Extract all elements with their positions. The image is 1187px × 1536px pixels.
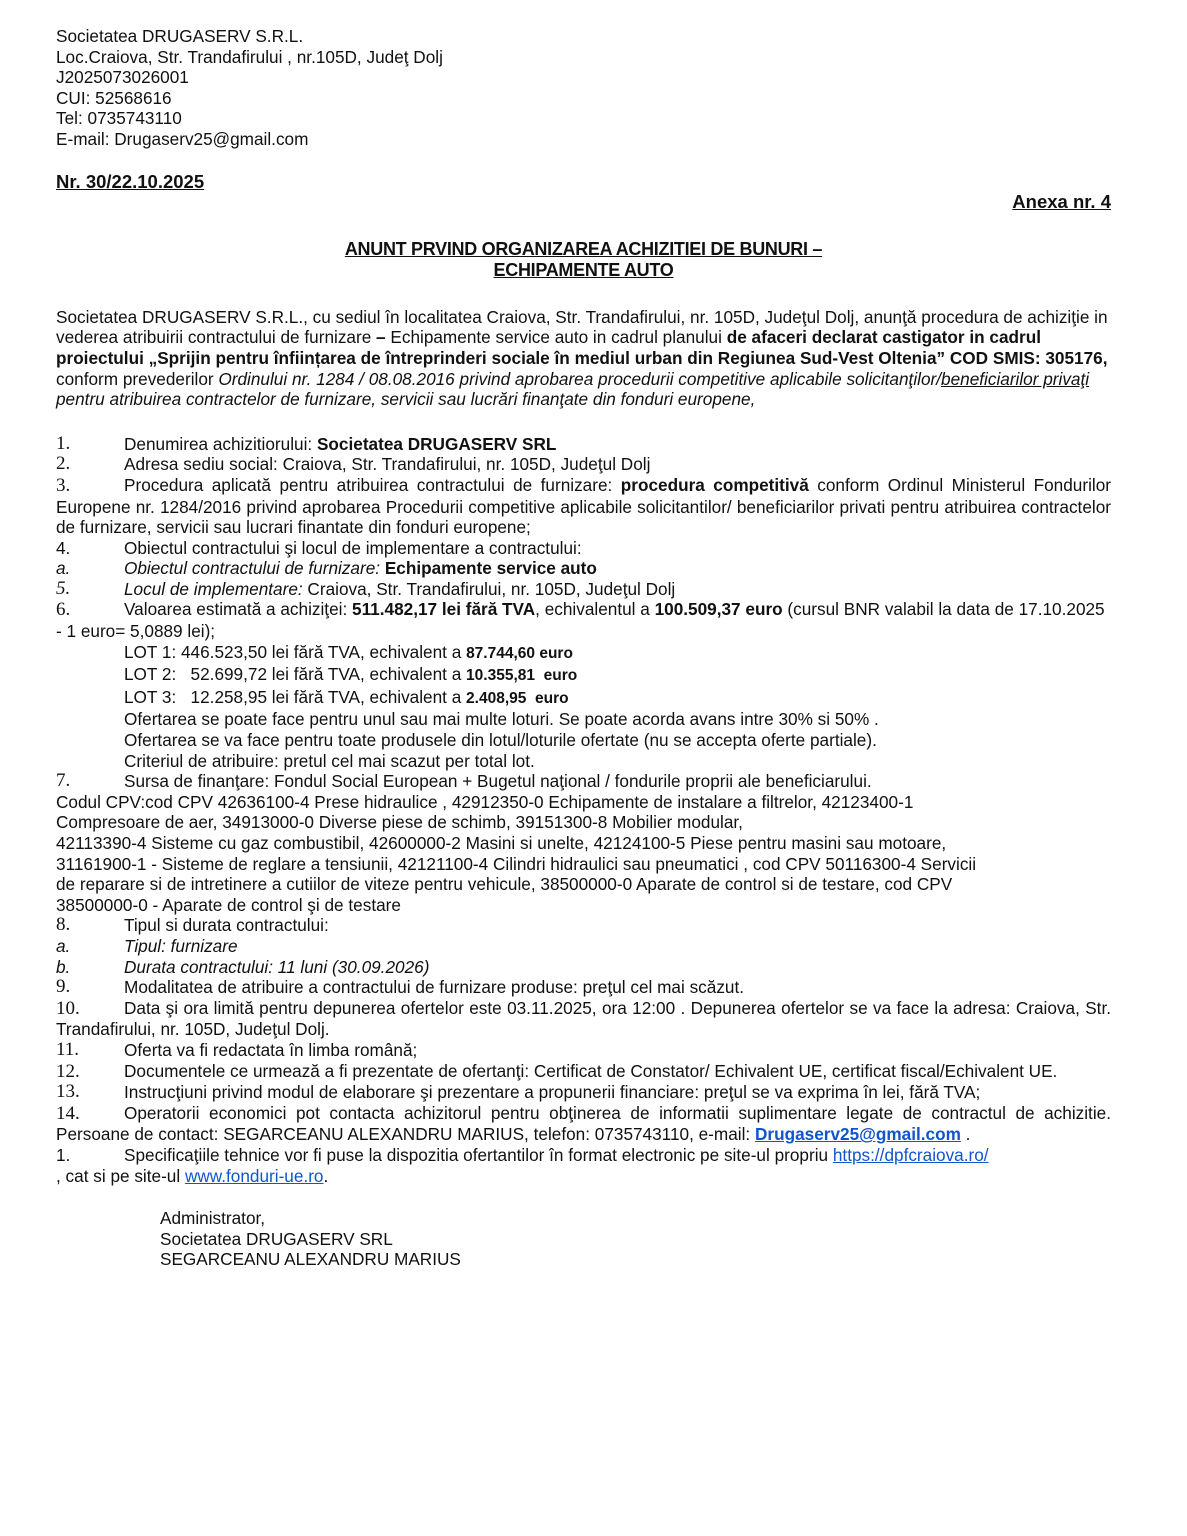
item-text [124, 434, 1111, 455]
item-number: a. [56, 935, 71, 956]
contact-email-link[interactable]: Drugaserv25@gmail.com [754, 1124, 961, 1145]
lot-3 [56, 687, 1111, 710]
item-text [124, 558, 1111, 579]
item-number: 8. [56, 914, 71, 936]
list-item-4 [56, 538, 1111, 559]
item-text: Adresa sediu social: Craiova, Str. Trandafirului, nr. 105D, Judeţul Dolj [124, 454, 651, 475]
list-item-12 [56, 1061, 1111, 1083]
procedure-type: procedura competitivă [620, 474, 809, 495]
item-number: 1. [56, 1144, 71, 1165]
item-number: 5. [56, 577, 71, 599]
item-number: 4. [56, 537, 71, 558]
item-label: Denumirea achizitiorului: [124, 433, 317, 454]
item-number: 3. [56, 474, 71, 496]
signature-block [160, 1208, 1111, 1270]
specs-item [56, 1145, 1111, 1186]
order-reference-underlined: beneficiarilor privaţi [941, 368, 1090, 389]
estimated-value-lei: 511.482,17 lei fără TVA [352, 599, 536, 620]
item-number: 10. [56, 997, 80, 1019]
item-number: 12. [56, 1060, 80, 1082]
cpv-line: 42113390-4 Sisteme cu gaz combustibil, 42600000-2 Masini si unelte, 42124100-5 Piese pentru masini sau motoare, [56, 833, 947, 853]
cpv-line: 38500000-0 - Aparate de control şi de testare [56, 894, 401, 915]
document-title [56, 239, 1111, 281]
lot-eur: 10.355,81 euro [466, 667, 578, 685]
contract-duration: Durata contractului: 11 luni (30.09.2026) [124, 956, 430, 977]
list-item-8 [56, 915, 1111, 936]
contract-object: Echipamente service auto [380, 558, 597, 579]
list-item-8a [56, 936, 1111, 957]
list-item-1 [56, 434, 1111, 455]
intro-paragraph [56, 307, 1111, 410]
list-item-7 [56, 771, 1111, 792]
list-item-13 [56, 1082, 1111, 1103]
signature-company: Societatea DRUGASERV SRL [160, 1228, 393, 1249]
fonduri-ue-link[interactable]: www.fonduri-ue.ro [184, 1165, 324, 1186]
list-item-10 [56, 998, 1111, 1040]
intro-dash: – [376, 327, 386, 348]
cpv-line: Compresoare de aer, 34913000-0 Diverse piese de schimb, 39151300-8 Mobilier modular, [56, 812, 743, 833]
item-label: Valoarea estimată a achiziţei: [124, 599, 353, 620]
item-number: 7. [56, 770, 71, 792]
cpv-line: de reparare si de intretinere a cutiilor de viteze pentru vehicule, 38500000-0 Aparate de control si de testare, cod CPV [56, 874, 953, 895]
list-item-5 [56, 579, 1111, 600]
list-item-9 [56, 977, 1111, 998]
list-item-6 [56, 599, 1111, 641]
order-reference-2: pentru atribuirea contractelor de furnizare, servicii sau lucrări finanţate din fonduri europene, [56, 389, 756, 410]
company-name: Societatea DRUGASERV S.R.L. [56, 26, 304, 46]
annex-label: Anexa nr. 4 [1012, 191, 1111, 213]
title-line-2: ECHIPAMENTE AUTO [493, 259, 674, 280]
contact-info: Operatorii economici pot contacta achizitorul pentru obţinerea de informatii suplimentare legate de contractul de achizitie. Persoane de contact: SEGARCEANU ALEXANDRU MARIUS, telefon: 0735743110, e-mail: [56, 1102, 1111, 1145]
announcement-list [56, 434, 1111, 1186]
cpv-line: Codul CPV:cod CPV 42636100-4 Prese hidraulice , 42912350-0 Echipamente de instalare a filtrelor, 42123400-1 [56, 791, 914, 812]
company-address: Loc.Craiova, Str. Trandafirului , nr.105D, Judeţ Dolj [56, 46, 443, 67]
company-phone: Tel: 0735743110 [56, 108, 182, 129]
lot-text: LOT 2: 52.699,72 lei fără TVA, echivalent a [124, 664, 467, 685]
item-label: Procedura aplicată pentru atribuirea contractului de furnizare: [124, 474, 621, 495]
item-text [124, 579, 1111, 600]
specs-end: . [323, 1165, 329, 1186]
order-reference: Ordinului nr. 1284 / 08.08.2016 privind aprobarea procedurii competitive aplicabile solicitanţilor/ [218, 368, 942, 389]
list-item-2 [56, 454, 1111, 475]
item-label: Locul de implementare: [124, 578, 303, 599]
item-text: Tipul si durata contractului: [124, 915, 329, 936]
item-text: Obiectul contractului şi locul de implementare a contractului: [124, 537, 582, 558]
item-number: 13. [56, 1081, 80, 1103]
document-page [56, 26, 1111, 1270]
dpfcraiova-link[interactable]: https://dpfcraiova.ro/ [832, 1144, 989, 1165]
item-number: 6. [56, 599, 71, 621]
item-text: conform Ordinul Ministerul Fondurilor Europene nr. 1284/2016 privind aprobarea Procedurii competitive aplicabile solicitantilor/ beneficiarilor privati pentru atribuirea contractelor de furnizare, servicii sau lucrari finantate din fonduri europene; [56, 474, 1112, 538]
award-criterion: Criteriul de atribuire: pretul cel mai scazut per total lot. [124, 750, 535, 771]
offer-note-1: Ofertarea se poate face pentru unul sau mai multe loturi. Se poate acorda avans intre 30% si 50% . [124, 709, 879, 730]
lot-eur: 2.408,95 euro [466, 689, 569, 707]
item-label: Obiectul contractului de furnizare: [124, 558, 381, 579]
signature-name: SEGARCEANU ALEXANDRU MARIUS [160, 1249, 461, 1270]
specs-text-2: , cat si pe site-ul [56, 1165, 185, 1186]
item-number: 1. [56, 432, 71, 454]
specs-text: Specificaţiile tehnice vor fi puse la dispozitia ofertantilor în format electronic pe site-ul propriu [124, 1144, 833, 1165]
list-item-11 [56, 1040, 1111, 1061]
intro-text: Societatea DRUGASERV S.R.L., cu sediul în localitatea Craiova, Str. Trandafirului, nr. 105D, Judeţul Dolj, anunţă procedura de achiziţie in vederea atribuirii contractului de furnizare [56, 306, 1108, 348]
implementation-place: Craiova, Str. Trandafirului, nr. 105D, Judeţul Dolj [302, 578, 676, 599]
required-documents: Documentele ce urmează a fi prezentate de ofertanţi: Certificat de Constator/ Echivalent UE, certificat fiscal/Echivalent UE. [124, 1060, 1058, 1081]
company-registration: J2025073026001 [56, 67, 189, 88]
item-number: b. [56, 956, 71, 977]
submission-deadline: Data şi ora limită pentru depunerea ofertelor este 03.11.2025, ora 12:00 . Depunerea ofertelor se va face la adresa: Craiova, Str. Trandafirului, nr. 105D, Judeţul Dolj. [56, 997, 1111, 1040]
project-name: de afaceri declarat castigator in cadrul proiectului „Sprijin pentru înființarea de întreprinderi sociale în mediul urban din Regiunea Sud-Vest Oltenia” COD SMIS: 305176, [56, 327, 1108, 368]
item-text: , echivalentul a [535, 599, 655, 620]
item-number: 11. [56, 1038, 80, 1060]
list-item-14 [56, 1103, 1111, 1145]
signature-role: Administrator, [160, 1208, 266, 1229]
item-number: a. [56, 558, 71, 579]
list-item-3 [56, 475, 1111, 538]
item-number: 2. [56, 453, 71, 475]
cpv-codes [56, 792, 1111, 916]
lot-1 [56, 642, 1111, 665]
item-text: Sursa de finanţare: Fondul Social European + Bugetul naţional / fondurile proprii ale beneficiarului. [124, 771, 872, 792]
intro-text-3: conform prevederilor [56, 368, 219, 389]
estimated-value-eur: 100.509,37 euro [654, 599, 783, 620]
document-number: Nr. 30/22.10.2025 [56, 170, 205, 192]
lot-text: LOT 1: 446.523,50 lei fără TVA, echivalent a [124, 641, 467, 662]
company-cui: CUI: 52568616 [56, 87, 172, 108]
lot-eur: 87.744,60 euro [466, 644, 573, 662]
offer-note-2: Ofertarea se va face pentru toate produsele din lotul/loturile ofertate (nu se accepta oferte partiale). [124, 730, 877, 751]
item-text: . [960, 1124, 971, 1145]
company-email: E-mail: Drugaserv25@gmail.com [56, 128, 309, 149]
company-header [56, 26, 1111, 150]
contract-type: Tipul: furnizare [124, 935, 238, 956]
buyer-name: Societatea DRUGASERV SRL [316, 433, 557, 454]
item-text: Oferta va fi redactata în limba română; [124, 1039, 418, 1060]
item-text: Modalitatea de atribuire a contractului de furnizare produse: preţul cel mai scăzut. [124, 977, 745, 998]
item-text: Instrucţiuni privind modul de elaborare şi prezentare a propunerii financiare: preţul se va exprima în lei, fără TVA; [124, 1082, 981, 1103]
cpv-line: 31161900-1 - Sisteme de reglare a tensiunii, 42121100-4 Cilindri hidraulici sau pneumatici , cod CPV 50116300-4 Servicii [56, 853, 977, 874]
lot-2 [56, 664, 1111, 687]
lot-text: LOT 3: 12.258,95 lei fără TVA, echivalent a [124, 686, 467, 707]
list-item-4a [56, 558, 1111, 579]
title-line-1: ANUNT PRVIND ORGANIZAREA ACHIZITIEI DE BUNURI – [344, 238, 823, 259]
item-number: 9. [56, 976, 71, 998]
item-number: 14. [56, 1102, 80, 1124]
intro-text-2: Echipamente service auto in cadrul planului [385, 327, 727, 348]
list-item-8b [56, 957, 1111, 978]
item-text-2: (cursul BNR valabil la data de 17.10.2025 - 1 euro= 5,0889 lei); [56, 599, 1105, 642]
